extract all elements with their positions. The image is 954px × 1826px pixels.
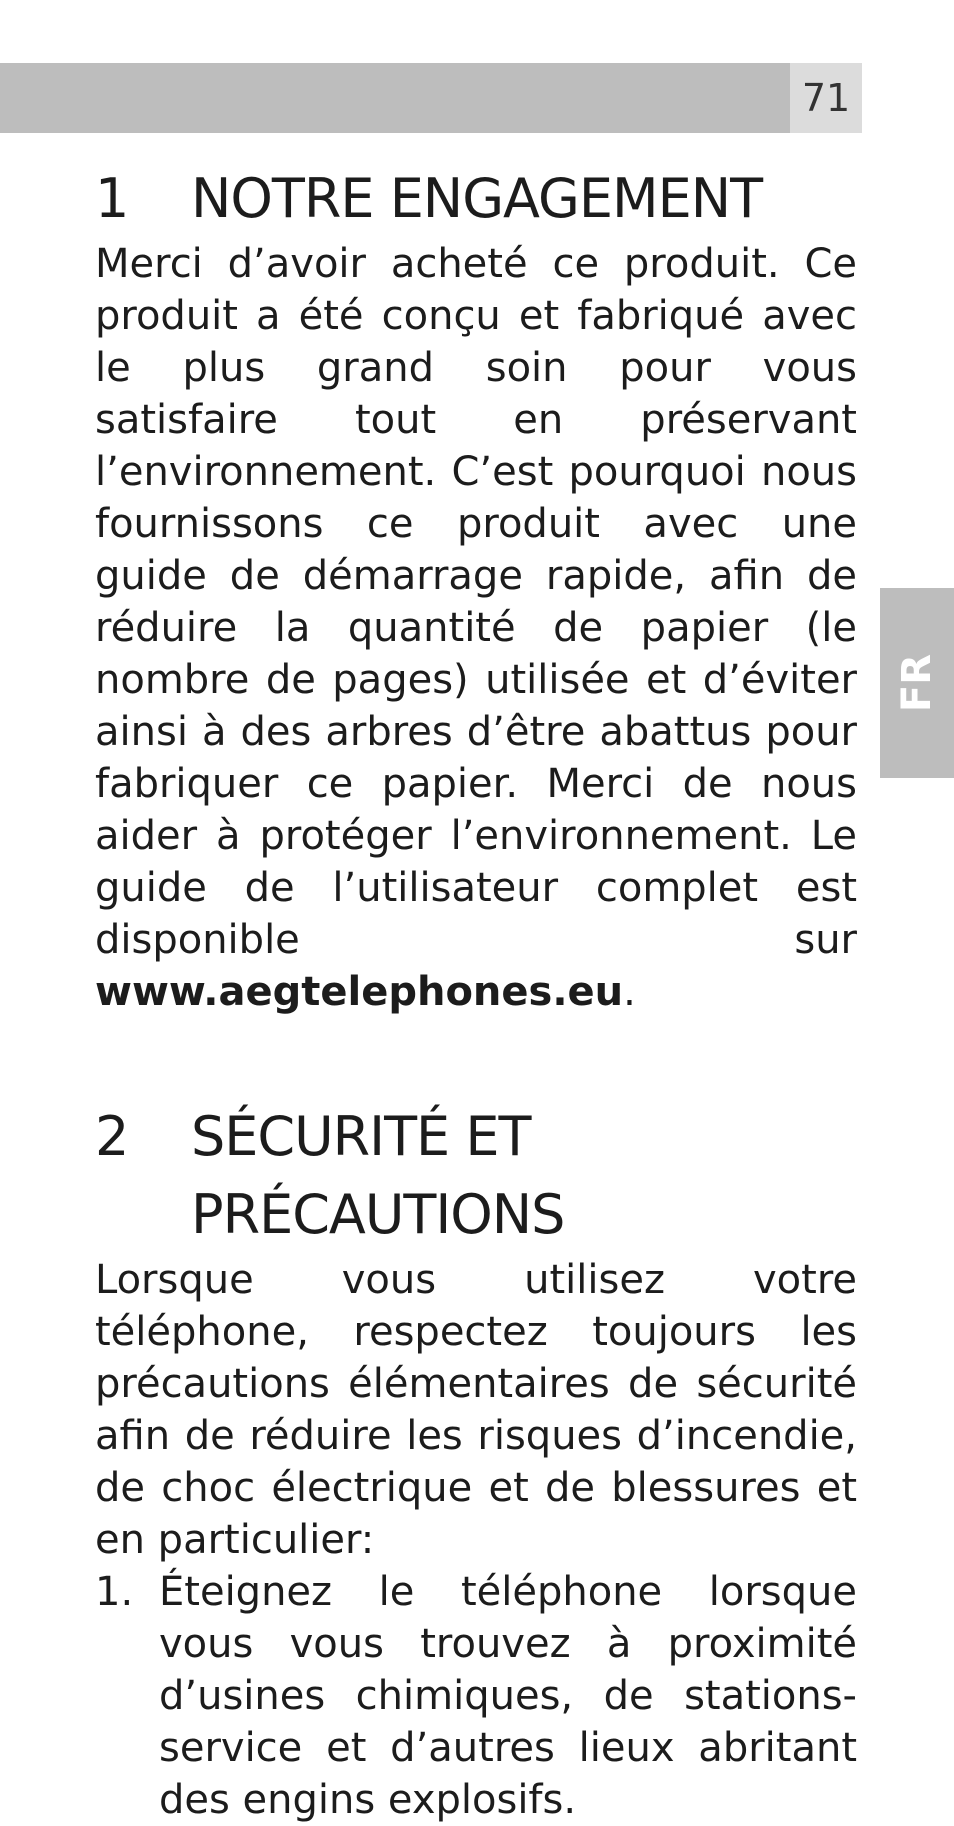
list-item-text: Éteignez le téléphone lorsque vous vous trouvez à proximité d’usines chimiques, de stations-service et d’autres lieux abritant des engins explosifs. <box>159 1569 857 1823</box>
section-1-end: . <box>623 969 636 1015</box>
section-2-title: SÉCURITÉ ET PRÉCAUTIONS <box>191 1105 565 1246</box>
section-1-body <box>95 238 857 1018</box>
language-tab <box>880 588 954 778</box>
page-number: 71 <box>790 63 862 133</box>
section-1-text: Merci d’avoir acheté ce produit. Ce produit a été conçu et fabriqué avec le plus grand soin pour vous satisfaire tout en préservant l’environnement. C’est pourquoi nous fournissons ce produit avec une guide de démarrage rapide, afin de réduire la quantité de papier (le nombre de pages) utilisée et d’éviter ainsi à des arbres d’être abattus pour fabriquer ce papier. Merci de nous aider à protéger l’environnement. Le guide de l’utilisateur complet est disponible sur <box>95 241 857 963</box>
safety-list <box>95 1566 857 1826</box>
section-2-intro: Lorsque vous utilisez votre téléphone, respectez toujours les précautions élémentaires de sécurité afin de réduire les risques d’incendie, de choc électrique et de blessures et en particulier: <box>95 1257 857 1563</box>
section-engagement <box>95 160 857 1018</box>
section-1-heading <box>95 160 857 238</box>
section-safety <box>95 1098 857 1826</box>
list-item <box>95 1566 857 1826</box>
page-content <box>95 160 857 1826</box>
language-tab-label: FR <box>894 653 940 713</box>
section-1-title: NOTRE ENGAGEMENT <box>191 167 763 230</box>
list-item-marker: 1. <box>95 1569 134 1615</box>
section-2-heading <box>95 1098 857 1254</box>
section-1-number: 1 <box>95 167 129 230</box>
section-2-number: 2 <box>95 1105 129 1168</box>
website-link[interactable]: www.aegtelephones.eu <box>95 969 624 1015</box>
header-bar <box>0 63 790 133</box>
